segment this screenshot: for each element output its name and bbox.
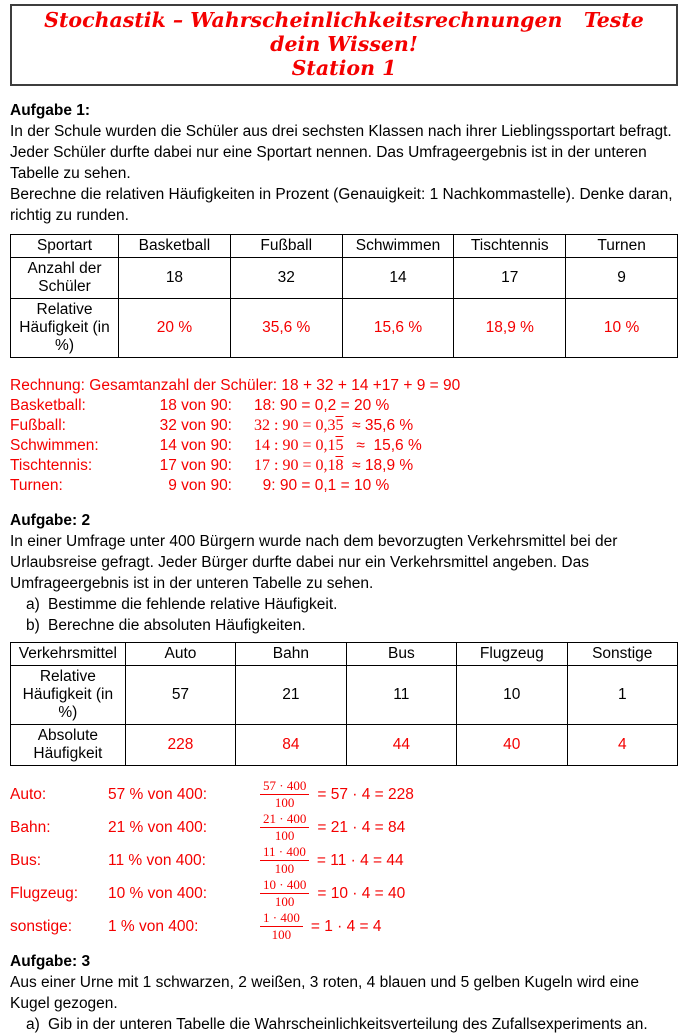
t1-row1-label: Anzahl der Schüler	[11, 258, 119, 299]
calc-row-fussball: Fußball: 32 von 90: 32 : 90 = 0,35 ≈ 35,6 %	[10, 417, 414, 434]
fraction: $\frac{10 \cdot 400}{100}$	[260, 878, 309, 909]
t2-header-flugzeug: Flugzeug	[457, 643, 567, 666]
t1-header-fussball: Fußball	[230, 235, 342, 258]
calc-row-bahn: Bahn: 21 % von 400: $\frac{21 \cdot 400}{100}$ = 21 · 4 = 84	[10, 811, 406, 843]
t1-header-turnen: Turnen	[566, 235, 678, 258]
t1-row1-cell: 32	[230, 258, 342, 299]
t2-row2-cell: 84	[236, 725, 346, 766]
t2-header-bus: Bus	[346, 643, 456, 666]
t1-row2-label: Relative Häufigkeit (in %)	[11, 299, 119, 358]
calc-row-schwimmen: Schwimmen: 14 von 90: 14 : 90 = 0,15 ≈ 15,6 %	[10, 437, 422, 454]
sportart-table	[10, 234, 678, 358]
t2-header-bahn: Bahn	[236, 643, 346, 666]
calc-row-turnen: Turnen: 9 von 90: 9: 90 = 0,1 = 10 %	[10, 477, 390, 494]
t2-row1-label: Relative Häufigkeit (in %)	[11, 666, 126, 725]
anzahl-row	[11, 258, 678, 299]
t2-row1-cell: 10	[457, 666, 567, 725]
fraction: $\frac{57 \cdot 400}{100}$	[260, 779, 309, 810]
relative-haeufigkeit-row	[11, 299, 678, 358]
t1-row2-cell: 15,6 %	[342, 299, 454, 358]
absolute-haeufigkeit-row	[11, 725, 678, 766]
aufgabe-1-intro: In der Schule wurden die Schüler aus drei sechsten Klassen nach ihrer Lieblingssportart befragt. Jeder Schüler durfte dabei nur eine Sportart nennen. Das Umfrageergebnis ist in der unteren Tabelle zu sehen.	[10, 123, 677, 182]
t1-header-schwimmen: Schwimmen	[342, 235, 454, 258]
aufgabe-1-heading: Aufgabe 1:	[10, 102, 91, 119]
t2-row2-label: Absolute Häufigkeit	[11, 725, 126, 766]
aufgabe-2-intro: In einer Umfrage unter 400 Bürgern wurde nach dem bevorzugten Verkehrsmittel bei der Urlaubsreise gefragt. Jeder Bürger durfte dabei nur ein Verkehrsmittel angeben. Das Umfrageergebnis ist in der unteren Tabelle zu sehen.	[10, 533, 622, 592]
t1-row2-cell: 18,9 %	[454, 299, 566, 358]
calc-row-auto: Auto: 57 % von 400: $\frac{57 \cdot 400}{100}$ = 57 · 4 = 228	[10, 778, 414, 810]
aufgabe-2-heading: Aufgabe: 2	[10, 512, 91, 529]
total-count-line: Rechnung: Gesamtanzahl der Schüler: 18 + 32 + 14 +17 + 9 = 90	[10, 377, 461, 394]
t2-row1-cell: 21	[236, 666, 346, 725]
t2-row2-cell: 4	[567, 725, 677, 766]
t2-row2-cell: 44	[346, 725, 456, 766]
aufgabe-3-heading: Aufgabe: 3	[10, 953, 91, 970]
t1-row2-cell: 35,6 %	[230, 299, 342, 358]
calc-row-basketball: Basketball: 18 von 90: 18: 90 = 0,2 = 20 %	[10, 397, 390, 414]
t1-header-basketball: Basketball	[119, 235, 231, 258]
t2-row1-cell: 57	[125, 666, 235, 725]
aufgabe-3-section	[10, 951, 678, 1035]
t2-header-sonstige: Sonstige	[567, 643, 677, 666]
t1-header-tischtennis: Tischtennis	[454, 235, 566, 258]
t1-header-sportart: Sportart	[11, 235, 119, 258]
t1-row1-cell: 17	[454, 258, 566, 299]
t2-header-verkehrsmittel: Verkehrsmittel	[11, 643, 126, 666]
aufgabe-1-task: Berechne die relativen Häufigkeiten in Prozent (Genauigkeit: 1 Nachkommastelle). Denke daran, richtig zu runden.	[10, 186, 677, 224]
calc-row-tischtennis: Tischtennis: 17 von 90: 17 : 90 = 0,18 ≈ 18,9 %	[10, 457, 414, 474]
fraction: $\frac{1 \cdot 400}{100}$	[260, 911, 303, 942]
worksheet-title-box	[10, 4, 678, 86]
relative-haeufigkeit-row-2	[11, 666, 678, 725]
verkehrsmittel-header-row	[11, 643, 678, 666]
t2-row2-cell: 40	[457, 725, 567, 766]
aufgabe-2-item-a: a) Bestimme die fehlende relative Häufigkeit.	[26, 596, 338, 613]
t1-row2-cell: 20 %	[119, 299, 231, 358]
verkehrsmittel-table	[10, 642, 678, 766]
aufgabe-3-intro: Aus einer Urne mit 1 schwarzen, 2 weißen, 3 roten, 4 blauen und 5 gelben Kugeln wird eine Kugel gezogen.	[10, 974, 644, 1012]
aufgabe-1-section	[10, 100, 678, 496]
t1-row1-cell: 14	[342, 258, 454, 299]
t2-header-auto: Auto	[125, 643, 235, 666]
sportart-table-header-row	[11, 235, 678, 258]
fraction: $\frac{11 \cdot 400}{100}$	[260, 845, 309, 876]
aufgabe-2-section	[10, 510, 678, 943]
aufgabe-2-item-b: b) Berechne die absoluten Häufigkeiten.	[26, 617, 306, 634]
t2-row2-cell: 228	[125, 725, 235, 766]
calc-row-sonstige: sonstige: 1 % von 400: $\frac{1 \cdot 400}{100}$ = 1 · 4 = 4	[10, 910, 382, 942]
worksheet-subtitle: Station 1	[291, 56, 397, 80]
fraction: $\frac{21 \cdot 400}{100}$	[260, 812, 309, 843]
worksheet-title: Stochastik – Wahrscheinlichkeitsrechnungen Teste dein Wissen!	[44, 8, 651, 56]
t1-row1-cell: 18	[119, 258, 231, 299]
calc-row-flugzeug: Flugzeug: 10 % von 400: $\frac{10 \cdot 400}{100}$ = 10 · 4 = 40	[10, 877, 406, 909]
t1-row1-cell: 9	[566, 258, 678, 299]
aufgabe-3-item-a: a) Gib in der unteren Tabelle die Wahrscheinlichkeitsverteilung des Zufallsexperiments an.	[26, 1016, 648, 1033]
aufgabe-2-solution	[10, 778, 678, 943]
t2-row1-cell: 11	[346, 666, 456, 725]
calc-row-bus: Bus: 11 % von 400: $\frac{11 \cdot 400}{100}$ = 11 · 4 = 44	[10, 844, 404, 876]
t1-row2-cell: 10 %	[566, 299, 678, 358]
t2-row1-cell: 1	[567, 666, 677, 725]
aufgabe-1-solution	[10, 376, 678, 496]
